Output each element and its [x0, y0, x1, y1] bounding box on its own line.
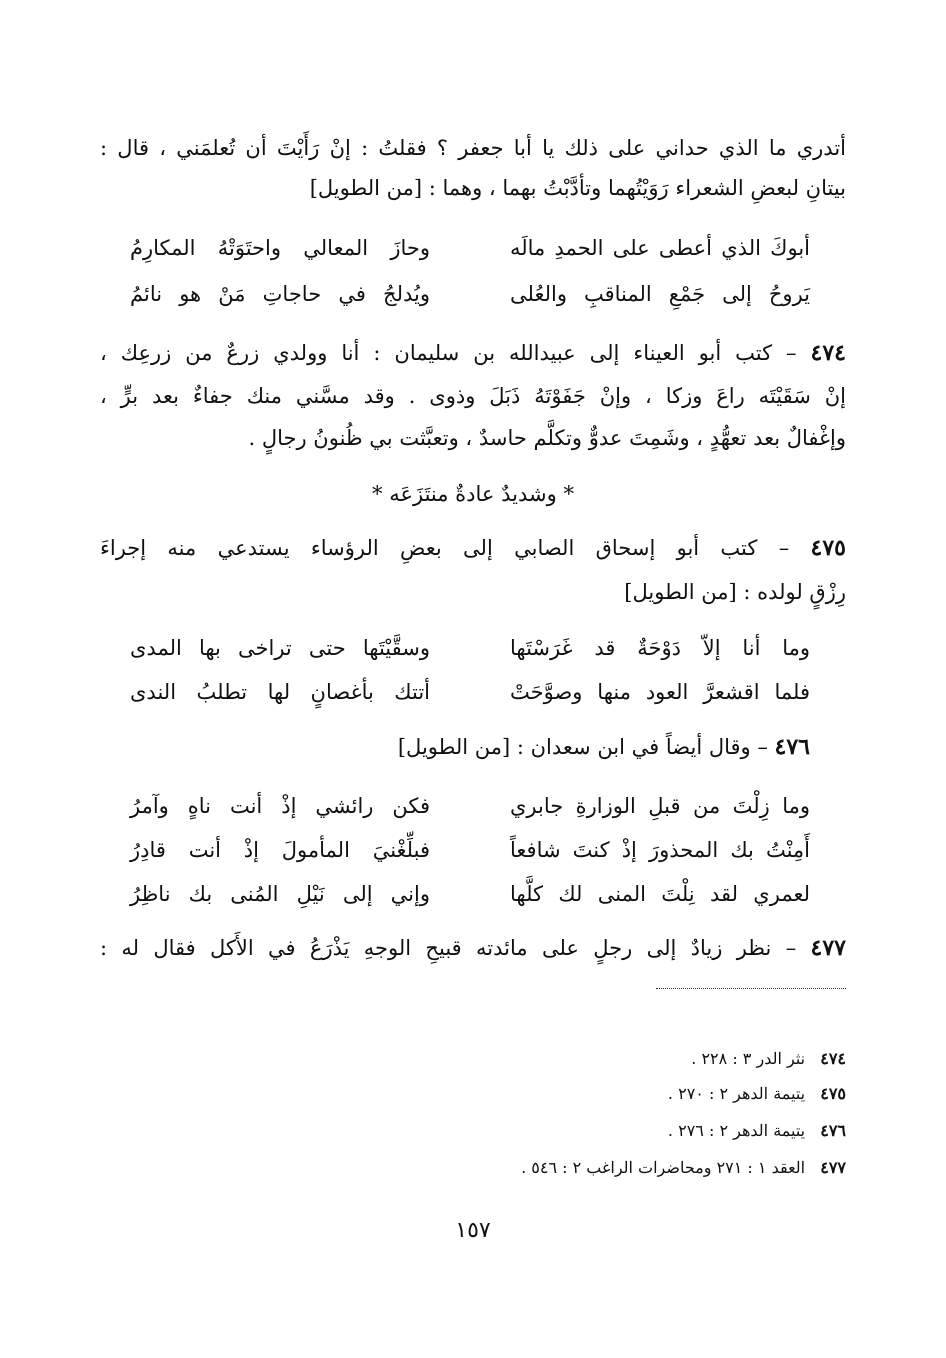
verse-hemistich: لعمري لقد نِلْتَ المنى لك كلَّها: [510, 882, 810, 906]
verse-hemistich: وحازَ المعالي واحتَوَتْهُ المكارِمُ: [130, 236, 430, 260]
footnote: [691, 1045, 846, 1073]
footnote-number: ٤٧٤: [820, 1049, 846, 1068]
footnote-number: ٤٧٥: [820, 1084, 846, 1103]
footnote-text: نثر الدر ٣ : ٢٢٨ .: [691, 1049, 806, 1068]
verse-line: [130, 670, 810, 714]
text-line: بيتانِ لبعضِ الشعراء رَوَيْتُهما وتأدَّبْتُ بهما ، وهما : [من الطويل]: [309, 176, 846, 200]
text-span: – نظر زيادٌ إلى رجلٍ على مائدته قبيحِ الوجهِ يَذْرَعُ في الأَكل فقال له :: [100, 936, 797, 960]
footnote-number: ٤٧٦: [820, 1121, 846, 1140]
entry-number: ٤٧٥: [810, 535, 846, 561]
footnote: [668, 1080, 846, 1108]
text-line: رِزْقٍ لولده : [من الطويل]: [624, 580, 846, 604]
footnote: [521, 1154, 846, 1182]
text-span: – كتب أبو إسحاق الصابي إلى بعضِ الرؤساء يستدعي منه إجراءَ: [100, 536, 790, 560]
verse-line: [130, 828, 810, 872]
footnote-separator: [656, 988, 846, 989]
verse-hemistich: وما أنا إلاّ دَوْحَةٌ قد غَرَسْتَها: [510, 636, 810, 660]
verse-hemistich: فكن رائشي إذْ أنت ناهٍ وآمرُ: [130, 794, 430, 818]
footnote-text: يتيمة الدهر ٢ : ٢٧٦ .: [667, 1121, 806, 1140]
text-span: – كتب أبو العيناء إلى عبيدالله بن سليمان : أنا وولدي زرعٌ من زرعِك ،: [100, 341, 797, 365]
entry-number: ٤٧٤: [810, 340, 846, 366]
verse-hemistich: وسقَّيْتَها حتى تراخى بها المدى: [130, 636, 430, 660]
paragraph-475: [100, 528, 846, 568]
verse-hemistich: أتتك بأغصانٍ لها تطلبُ الندى: [130, 680, 430, 704]
entry-number: ٤٧٧: [810, 935, 846, 961]
verse-hemistich: فلما اقشعرَّ العود منها وصوَّحَتْ: [510, 680, 810, 704]
verse-hemistich: فبلِّغْنيَ المأمولَ إذْ أنت قادِرُ: [130, 838, 430, 862]
paragraph-477: [100, 928, 846, 968]
quote-line: * وشديدٌ عادةٌ منتَزَعَه *: [372, 482, 574, 506]
footnote: [668, 1117, 846, 1145]
verse-hemistich: أَمِنْتُ بك المحذورَ إذْ كنتَ شافعاً: [510, 838, 810, 862]
paragraph-476: [64, 727, 810, 767]
verse-hemistich: أبوكَ الذي أعطى على الحمدِ مالَه: [510, 236, 810, 260]
footnote-text: يتيمة الدهر ٢ : ٢٧٠ .: [667, 1084, 806, 1103]
page-number: ١٥٧: [455, 1218, 491, 1243]
footnote-text: العقد ١ : ٢٧١ ومحاضرات الراغب ٢ : ٥٤٦ .: [521, 1158, 806, 1177]
verse-hemistich: يَروحُ إلى جَمْعِ المناقبِ والعُلى: [510, 282, 810, 306]
verse-line: [130, 626, 810, 670]
verse-hemistich: ويُدلجُ في حاجاتِ مَنْ هو نائمُ: [130, 282, 430, 306]
verse-hemistich: وما زِلْتَ من قبلِ الوزارةِ جابري: [510, 794, 810, 818]
paragraph-474: [100, 333, 846, 373]
verse-line: [130, 784, 810, 828]
verse-line: [130, 226, 810, 270]
text-span: – وقال أيضاً في ابن سعدان : [من الطويل]: [397, 735, 768, 759]
text-line: إنْ سَقَيْتَه راعَ وزكا ، وإنْ جَفَوْتَهُ ذَبَلَ وذوى . وقد مسَّني منك جفاءٌ بعد برٍّ ،: [100, 384, 846, 408]
verse-hemistich: وإني إلى نَيْلِ المُنى بك ناظِرُ: [130, 882, 430, 906]
text-line: أتدري ما الذي حداني على ذلك يا أبا جعفر ؟ فقلتُ : إنْ رَأَيْتَ أن تُعلمَني ، قال :: [100, 136, 846, 160]
footnote-number: ٤٧٧: [820, 1158, 846, 1177]
entry-number: ٤٧٦: [774, 734, 810, 760]
text-line: وإغْفالٌ بعد تعهُّدٍ ، وشَمِتَ عدوٌّ وتكلَّم حاسدٌ ، وتعبَّثت بي ظُنونُ رجالٍ .: [248, 426, 846, 450]
verse-line: [130, 872, 810, 916]
verse-line: [130, 272, 810, 316]
